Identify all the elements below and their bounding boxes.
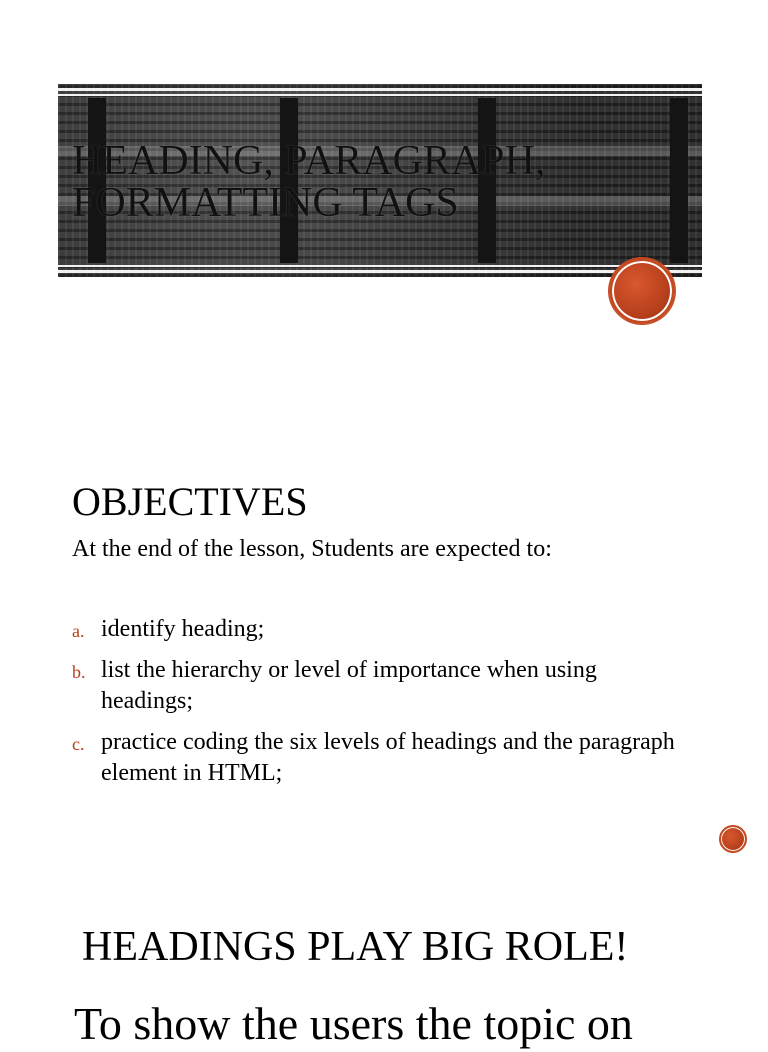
list-item-text: practice coding the six levels of headings and the paragraph element in HTML; xyxy=(101,729,675,786)
list-item xyxy=(72,614,692,645)
headings-heading: HEADINGS PLAY BIG ROLE! xyxy=(82,924,629,970)
banner-rule xyxy=(58,88,702,91)
objectives-list xyxy=(72,614,692,799)
list-marker: b. xyxy=(72,662,86,682)
banner-rule xyxy=(58,270,702,273)
banner-rule xyxy=(58,265,702,267)
objectives-heading: OBJECTIVES xyxy=(72,479,308,524)
decorative-circle-icon xyxy=(609,258,675,324)
list-item-text: identify heading; xyxy=(101,616,265,642)
banner-texture-stripe xyxy=(670,98,688,263)
slide-title: HEADING, PARAGRAPH, FORMATTING TAGS xyxy=(72,138,546,226)
headings-body-text: To show the users the topic on xyxy=(74,998,633,1049)
list-marker: c. xyxy=(72,734,85,754)
list-item-text: list the hierarchy or level of importance when using headings; xyxy=(101,657,597,714)
list-item xyxy=(72,655,692,717)
list-item xyxy=(72,727,692,789)
decorative-circle-icon xyxy=(719,825,747,853)
list-marker: a. xyxy=(72,621,85,641)
banner-rule xyxy=(58,94,702,96)
objectives-intro: At the end of the lesson, Students are expected to: xyxy=(72,536,552,562)
